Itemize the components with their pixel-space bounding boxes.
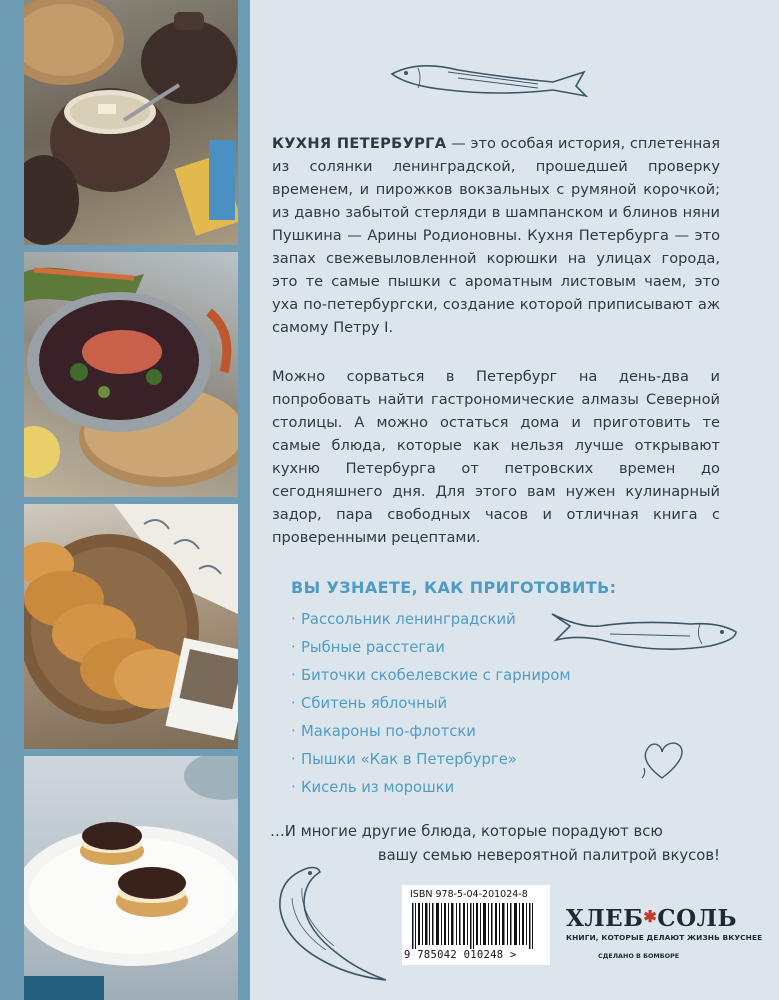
bullet: · [291, 695, 296, 712]
publisher-tagline: КНИГИ, КОТОРЫЕ ДЕЛАЮТ ЖИЗНЬ ВКУСНЕЕ [566, 933, 763, 942]
porridge-pots-photo [24, 0, 238, 245]
second-paragraph: Можно сорваться в Петербург на день-два и попробовать найти гастрономические алмазы Северной столицы. А можно остаться дома и приготовить те самые блюда, которые как нельзя лучше открывают кухню Петербурга от петровских времен до сегодняшнего дня. Для этого вам нужен кулинарный задор, пара свободных часов и отличная книга с проверенными рецептами. [272, 368, 720, 546]
bullet: · [291, 779, 296, 796]
star-icon: ✱ [643, 907, 658, 926]
eel-icon [268, 858, 398, 990]
intro-lead: КУХНЯ ПЕТЕРБУРГА [272, 135, 447, 152]
solyanka-soup-photo [24, 252, 238, 497]
list-item [291, 774, 571, 802]
bullet: · [291, 667, 296, 684]
bullet: · [291, 723, 296, 740]
cookies-plate-photo [24, 756, 238, 1000]
heart-icon [640, 738, 688, 784]
intro-text: — это особая история, сплетенная из солянки ленинградской, прошедшей проверку временем, и пирожков вокзальных с румяной корочкой; из давно забытой стерляди в шампанском и блинов няни Пушкина — Арины Родионовны. Кухня Петербурга — это запах свежевыловленной корюшки на улицах города, это те самые пышки с ароматным листовым чаем, это уха по-петербургски, создание которой приписывают аж самому Петру I. [272, 135, 720, 336]
dish-name: Пышки «Как в Петербурге» [301, 751, 517, 768]
list-item [291, 718, 571, 746]
dish-name: Макароны по-флотски [301, 723, 476, 740]
list-item [291, 606, 571, 634]
dish-name: Биточки скобелевские с гарниром [301, 667, 571, 684]
dish-name: Рыбные расстегаи [301, 639, 445, 656]
list-item [291, 634, 571, 662]
publisher-block [566, 905, 766, 960]
fish-icon [550, 606, 740, 662]
isbn-text: ISBN 978-5-04-201024-8 [410, 889, 528, 900]
made-by-label: СДЕЛАНО В БОМБОРЕ [598, 952, 680, 960]
barcode [402, 885, 550, 965]
barcode-digits: 9 785042 010248 > [404, 949, 517, 961]
photo-strip [0, 0, 250, 1000]
bullet: · [291, 611, 296, 628]
dish-name: Кисель из морошки [301, 779, 455, 796]
bullet: · [291, 751, 296, 768]
list-item [291, 662, 571, 690]
pyshki-donuts-photo [24, 504, 238, 749]
list-item [291, 690, 571, 718]
publisher-logo [566, 905, 766, 932]
closing-line-2: вашу семью невероятной палитрой вкусов! [377, 847, 720, 864]
dish-list [291, 606, 571, 802]
dish-name: Рассольник ленинградский [301, 611, 516, 628]
learn-heading: ВЫ УЗНАЕТЕ, КАК ПРИГОТОВИТЬ: [291, 578, 617, 597]
dish-name: Сбитень яблочный [301, 695, 448, 712]
logo-text-left: ХЛЕБ [566, 905, 644, 932]
fish-icon [388, 60, 588, 100]
logo-text-right: СОЛЬ [657, 905, 737, 932]
bullet: · [291, 639, 296, 656]
closing-line-1: …И многие другие блюда, которые порадуют всю [270, 823, 663, 840]
intro-paragraph [272, 132, 720, 339]
barcode-bars [410, 903, 542, 949]
list-item [291, 746, 571, 774]
